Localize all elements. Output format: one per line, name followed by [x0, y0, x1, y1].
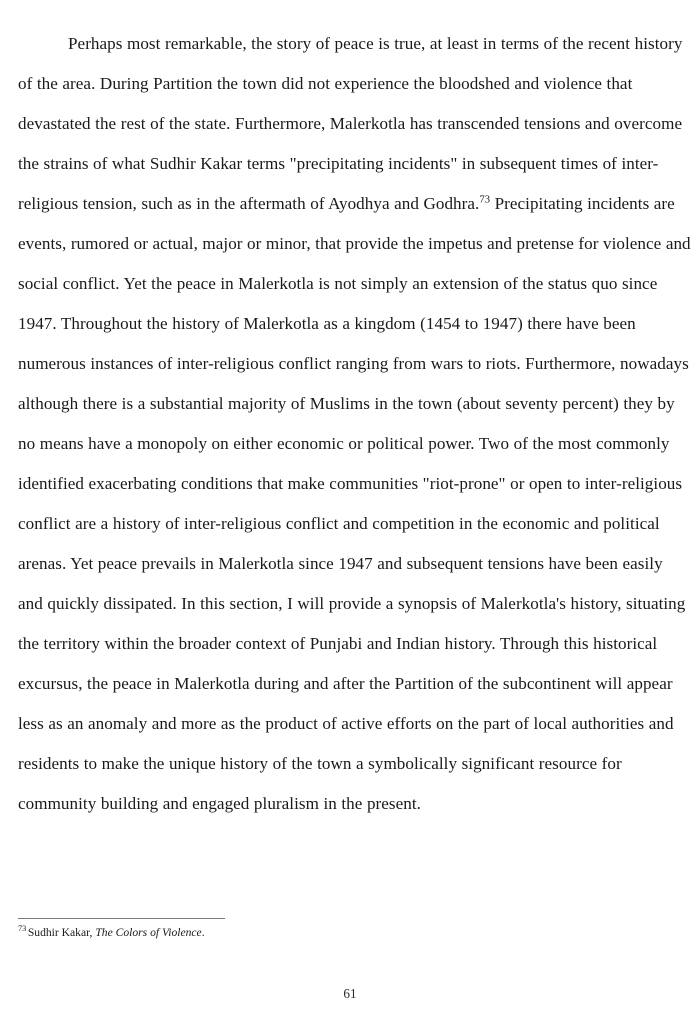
- paragraph-part-two: Precipitating incidents are events, rumored or actual, major or minor, that provide the impetus and pretense for violence and social conflict. Yet the peace in Malerkotla is not simply an extension of the status quo since 1947. Throughout the history of Malerkotla as a kingdom (1454 to 1947) there have been numerous instances of inter-religious conflict ranging from wars to riots. Furthermore, nowadays although there is a substantial majority of Muslims in the town (about seventy percent) they by no means have a monopoly on either economic or political power. Two of the most commonly identified exacerbating conditions that make communities "riot-prone" or open to inter-religious conflict are a history of inter-religious conflict and competition in the economic and political arenas. Yet peace prevails in Malerkotla since 1947 and subsequent tensions have been easily and quickly dissipated. In this section, I will provide a synopsis of Malerkotla's history, situating the territory within the broader context of Punjabi and Indian history. Through this historical excursus, the peace in Malerkotla during and after the Partition of the subcontinent will appear less as an anomaly and more as the product of active efforts on the part of local authorities and residents to make the unique history of the town a symbolically significant resource for community building and engaged pluralism in the present.: [18, 194, 691, 813]
- body-paragraph: [18, 24, 692, 824]
- footnote-number: 73: [18, 924, 27, 934]
- page-number: 61: [343, 986, 357, 1001]
- footnote-area: [18, 918, 678, 941]
- footnote-title: The Colors of Violence: [95, 926, 202, 939]
- footnote-author: Sudhir Kakar,: [27, 926, 93, 939]
- footnote-reference-marker[interactable]: 73: [479, 194, 491, 206]
- paragraph-text: [18, 24, 692, 824]
- paragraph-part-one: Perhaps most remarkable, the story of peace is true, at least in terms of the recent history of the area. During Partition the town did not experience the bloodshed and violence that devastated the rest of the state. Furthermore, Malerkotla has transcended tensions and overcome the strains of what Sudhir Kakar terms "precipitating incidents" in subsequent times of inter-religious tension, such as in the aftermath of Ayodhya and Godhra.: [18, 34, 683, 213]
- footnote-separator-rule: [18, 918, 225, 919]
- footnote-trailing-punctuation: .: [201, 926, 205, 939]
- footnote-entry: [18, 925, 678, 941]
